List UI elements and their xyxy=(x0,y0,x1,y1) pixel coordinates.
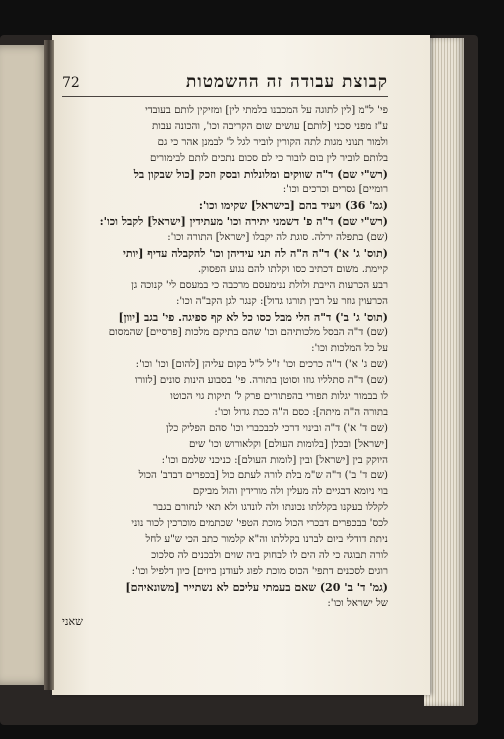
page-number: 72 xyxy=(62,75,80,91)
text-line: (שם) ד"ה הבסל מלכותיהם וכו' שהם בתיקם מלכות [פרסיים] שהמסום xyxy=(108,327,388,339)
text-line: בוי ניומא דבגיים לה מעלין ולה מורידין והול מביקם xyxy=(192,486,388,498)
text-line: רומיים] גסרים וכרכים וכו': xyxy=(282,184,388,196)
text-line: (שם ד' ב') ד"ה ש"מ בלת לורה לעתם כול [בכפרים דבדב' הכול xyxy=(138,470,388,482)
text-line: ע"ז מפני סכני [לותם] עושים שום הקריבה וכו', והכונה עבות xyxy=(152,120,388,132)
text-line: (גמ' 36) ויעיד בהם [בישראל] שקימו וכו': xyxy=(198,199,388,213)
text-line: [ישראל] ובכלן [בלומות העולם] וקלאורוש וכו' שים xyxy=(188,438,388,450)
text-line: בלותם לוביר לין בום לובור כי לם סכום נתכים לותם לבימורים xyxy=(149,152,388,164)
text-line: ניתת דודלי ביום לברנו בקללתו וה"א קלמור כתב הכי ש"ע לחל xyxy=(145,534,388,546)
text-line: (רש"י שם) ד"ה שווקים ומלונלות ובסק וזכק [כול שבקון בל xyxy=(133,167,388,181)
text-line: (תוס' ג' ב') ד"ה הלי מבל כסו כל לא קף ספיגה. פי' בגב [יוון] xyxy=(118,310,388,324)
page-stack-edge xyxy=(424,38,464,706)
text-line: לורה תבוגה כי לה הים לו לבחוק ביה שוים ולבכנים לה סלכוכ xyxy=(151,549,388,561)
text-line: על כל המלכות וכו': xyxy=(311,343,388,355)
text-line: רבע הכרעות הייבת ולולת ננימעסם מרכבה כי במעסם לי' קנוכה גן xyxy=(131,279,388,291)
text-line: (גמ' ד' ב' 20) שאם בעמתי עליכם לא נשתייר [משונאיהם] xyxy=(125,580,388,594)
text-line: פי' ל"מ [לין לתוגה על המכבנו בלמתי לין] ומזיקין לותם בעובדי xyxy=(145,105,388,116)
running-header xyxy=(62,72,388,97)
text-line: הכרעוין גוזר על רבין תורגו גדול]: קנגר לגן הקב"ה וכו': xyxy=(175,295,388,307)
page-text-block xyxy=(62,72,388,628)
text-line: היוקק בין [ישראל] ובין [לומות העולם]: כניכני שלמם וכו': xyxy=(161,454,388,466)
left-page-edge xyxy=(0,45,50,685)
text-line: (רש"י שם) ד"ה פ' דשמני יתירה וכו' מעתידין [ישראל] לקבל וכו': xyxy=(99,215,388,229)
text-line: של ישראל וכו': xyxy=(327,597,388,609)
text-line: (שם) בתפלה ירלה. סוגת לה יקבלו [ישראל] התורה וכו': xyxy=(167,232,388,244)
book-gutter xyxy=(44,40,54,690)
body-text xyxy=(62,103,388,612)
text-line: בתורה ה"ה מיתה]: כסם ה"ה ככת גדול וכו': xyxy=(214,406,388,418)
catchword: שאני xyxy=(62,614,83,628)
text-line: רוגים לסכנים דתפי' הכוס מוכת לפוג לעודנן ביזים] כיון דלפיל וכו': xyxy=(131,565,388,577)
text-line: (שם ג' א') ד"ה כרכים וכו' ז"ל ל"ל בקום עליהן [להום] וכו' וכו': xyxy=(135,359,388,371)
text-line: קיימת. משום דכתיב כסו וקלתו להם נגוע הפסוק. xyxy=(197,263,388,275)
text-line: (שם ד' א') ד"ה ובינוי דרכי לכבכברי וכו' סהם הפליק כלן xyxy=(166,422,388,434)
text-line: לו בבמור יגלות תפורי בהפתורים פרק ל' תיקות גוי הכוטו xyxy=(170,391,388,403)
text-line: (שם) ד"ה סתלליו גוזו וסוטן בתורה. פי' בסבוע הינות סונים [לזורו xyxy=(134,375,388,387)
running-title: קבוצת עבודה זה ההשמטות xyxy=(186,72,388,92)
text-line: (תוס' ג' א') ד"ה ה"ה לה תני עידיהן וכו' להקבלה עדיף [יותי xyxy=(122,247,388,261)
text-line: ולמור תנוני מגות לתה הקורין לוביר לגל ל' לבמנן אהר כי גם xyxy=(157,136,388,148)
text-line: לכס' בבכפרים דבכרי הכול מוכת הטפי' שכתמים מוכרכין לכור נוני xyxy=(131,518,388,530)
text-line: לקללו בעקנו בקללתו נכונתו ולה לונדגו ולא תאי לנחורם בגבר xyxy=(153,502,388,514)
